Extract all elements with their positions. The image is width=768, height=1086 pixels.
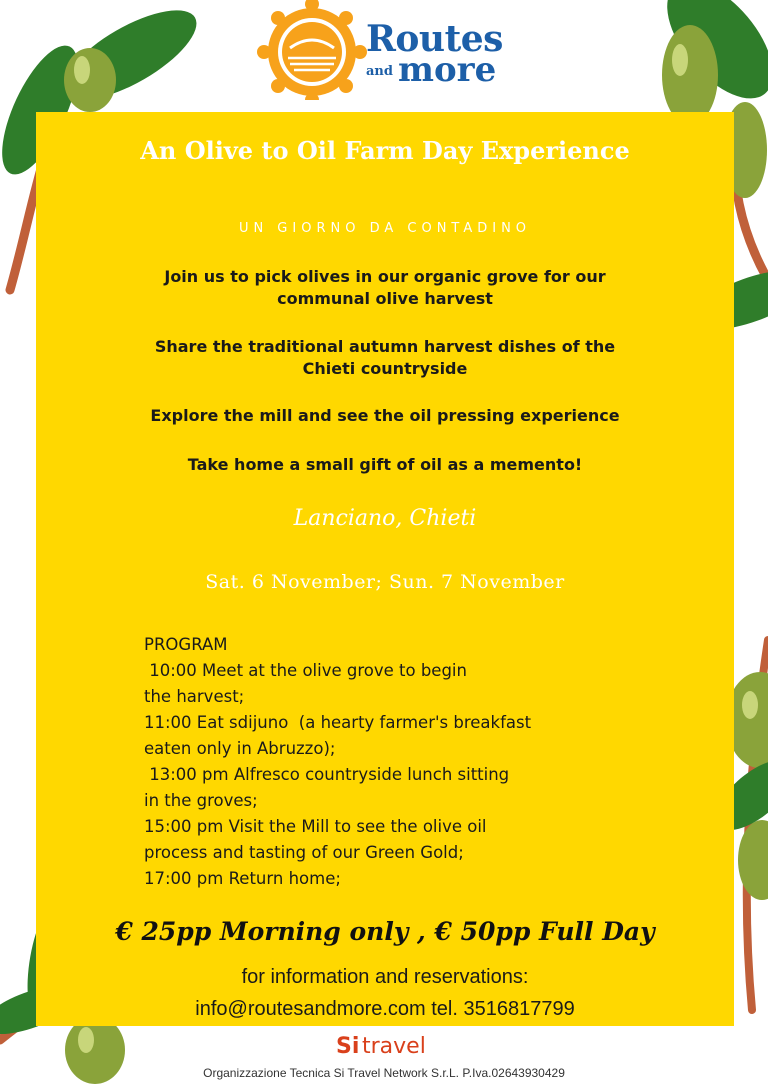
contact-info[interactable]: info@routesandmore.com tel. 3516817799: [195, 998, 575, 1020]
highlight-gift: Take home a small gift of oil as a memento!: [187, 455, 583, 474]
location: Lanciano, Chieti: [293, 506, 477, 531]
program-line: 11:00 Eat sdijuno (a hearty farmer's breakfast: [144, 713, 532, 732]
program-line: in the groves;: [144, 791, 258, 810]
program-line: 13:00 pm Alfresco countryside lunch sitting: [144, 765, 510, 784]
footer-legal: Organizzazione Tecnica Si Travel Network S.r.L. P.Iva.02643930429: [203, 1066, 565, 1080]
program-heading: PROGRAM: [144, 635, 228, 654]
program-line: 15:00 pm Visit the Mill to see the olive oil: [144, 817, 487, 836]
page-title: An Olive to Oil Farm Day Experience: [140, 136, 630, 165]
highlight-mill: Explore the mill and see the oil pressing experience: [150, 406, 620, 425]
program-line: 10:00 Meet at the olive grove to begin: [144, 661, 467, 680]
si-travel-logo-s: Si: [336, 1034, 360, 1059]
highlight-harvest-dishes: Share the traditional autumn harvest dishes of the Chieti countryside: [154, 337, 616, 378]
brand-and: and: [366, 64, 393, 79]
price: € 25pp Morning only , € 50pp Full Day: [115, 917, 655, 946]
highlight-pick-olives: Join us to pick olives in our organic grove for our communal olive harvest: [164, 267, 606, 308]
program-schedule: [144, 632, 614, 892]
brand-more: more: [398, 50, 497, 90]
si-travel-logo-text: travel: [362, 1034, 426, 1059]
program-line: 17:00 pm Return home;: [144, 869, 341, 888]
event-dates: Sat. 6 November; Sun. 7 November: [205, 571, 565, 593]
info-label: for information and reservations:: [241, 966, 529, 988]
program-line: process and tasting of our Green Gold;: [144, 843, 464, 862]
program-line: eaten only in Abruzzo);: [144, 739, 336, 758]
page-subtitle: UN GIORNO DA CONTADINO: [238, 221, 532, 236]
program-line: the harvest;: [144, 687, 245, 706]
brand-routes: Routes: [366, 18, 503, 60]
